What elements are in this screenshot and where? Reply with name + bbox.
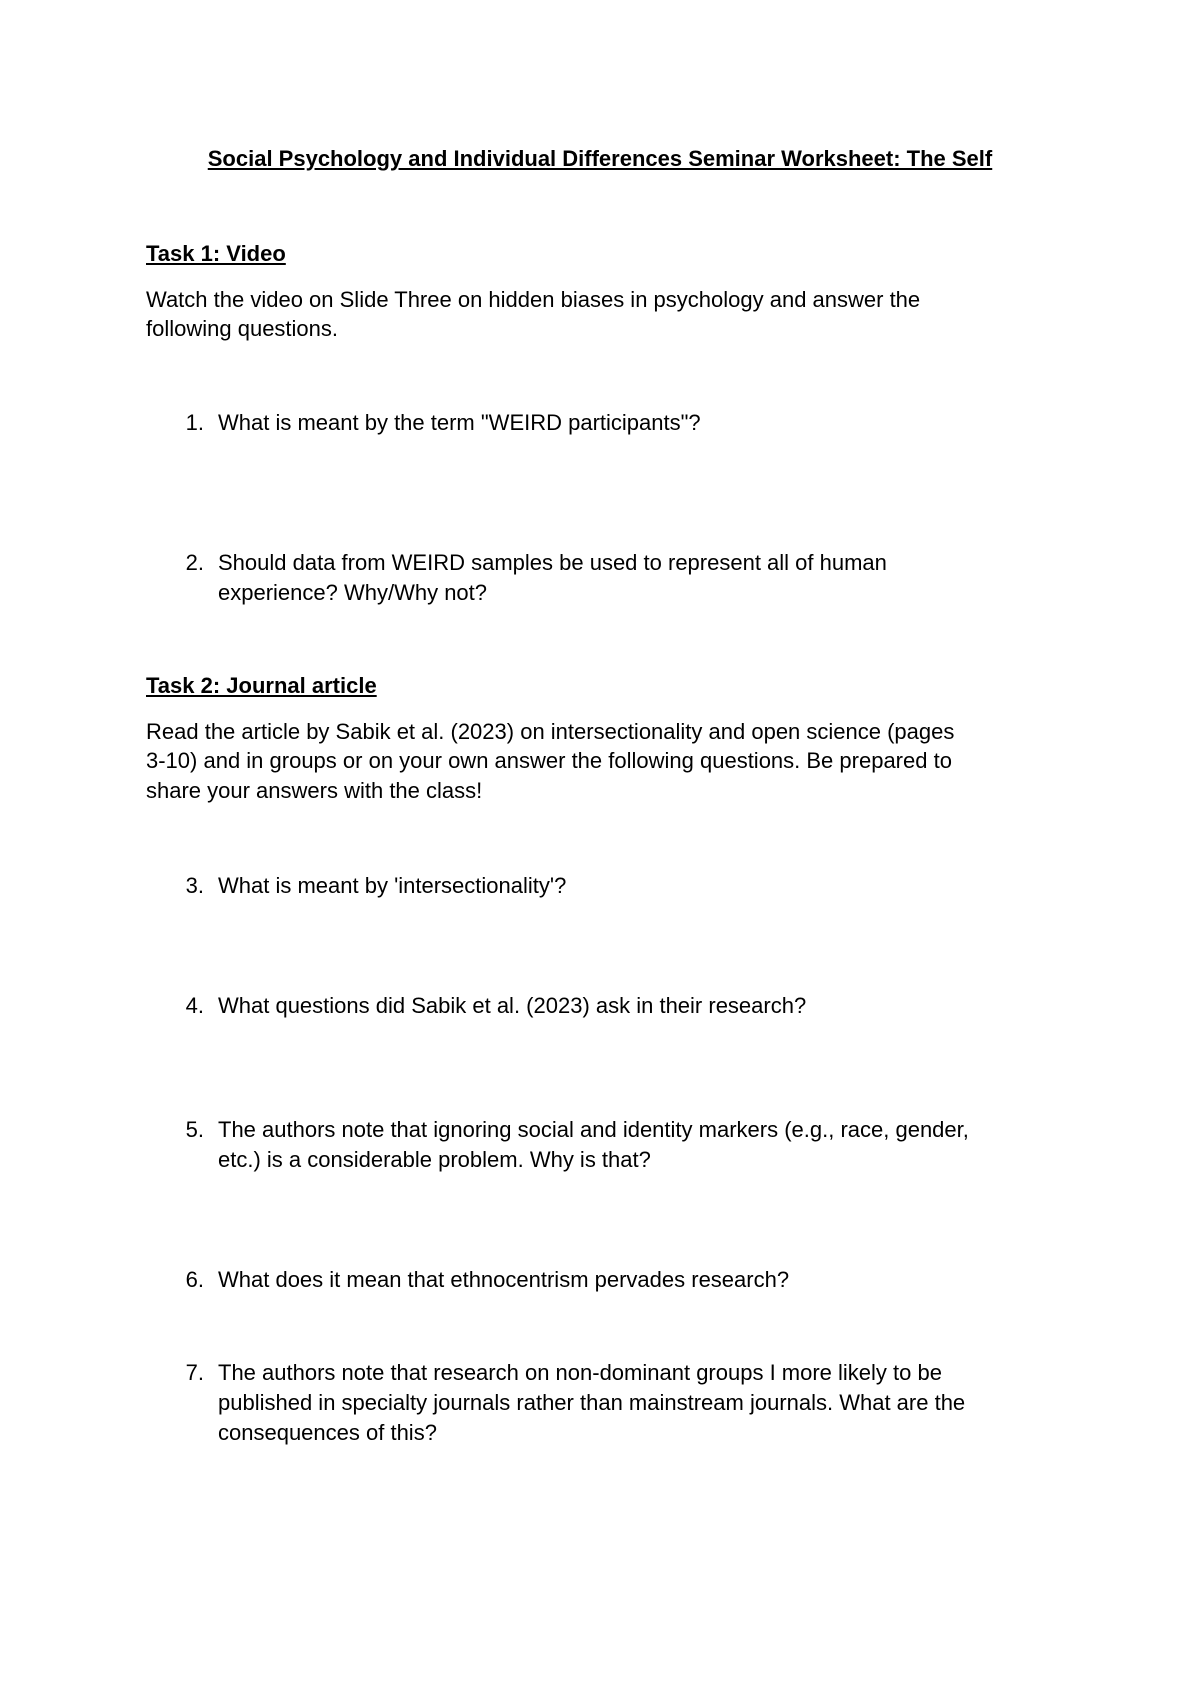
question-text: consequences of this? xyxy=(218,1420,437,1445)
task1-instruction-line-2: following questions. xyxy=(146,316,339,341)
question-text: What questions did Sabik et al. (2023) ask in their research? xyxy=(218,993,807,1018)
question-number: 7. xyxy=(185,1360,204,1385)
question-text: Should data from WEIRD samples be used to represent all of human xyxy=(218,550,887,575)
task2-instruction-line-2: 3-10) and in groups or on your own answer the following questions. Be prepared to xyxy=(146,748,952,773)
question-text: published in specialty journals rather than mainstream journals. What are the xyxy=(218,1390,966,1415)
task2-instruction-line-1: Read the article by Sabik et al. (2023) on intersectionality and open science (pages xyxy=(146,719,955,744)
task1-instruction-line-1: Watch the video on Slide Three on hidden biases in psychology and answer the xyxy=(146,287,921,312)
page-title: Social Psychology and Individual Differences Seminar Worksheet: The Self xyxy=(207,146,993,171)
question-text: What is meant by 'intersectionality'? xyxy=(218,873,567,898)
question-number: 5. xyxy=(185,1117,204,1142)
question-number: 1. xyxy=(185,410,204,435)
task1-heading: Task 1: Video xyxy=(146,241,286,266)
question-text: etc.) is a considerable problem. Why is that? xyxy=(218,1147,651,1172)
question-number: 6. xyxy=(185,1267,204,1292)
question-text: experience? Why/Why not? xyxy=(218,580,488,605)
question-text: The authors note that ignoring social and identity markers (e.g., race, gender, xyxy=(218,1117,969,1142)
question-number: 2. xyxy=(185,550,204,575)
question-text: What is meant by the term "WEIRD participants"? xyxy=(218,410,701,435)
question-number: 3. xyxy=(185,873,204,898)
question-text: The authors note that research on non-dominant groups I more likely to be xyxy=(218,1360,942,1385)
question-number: 4. xyxy=(185,993,204,1018)
question-text: What does it mean that ethnocentrism pervades research? xyxy=(218,1267,790,1292)
task2-heading: Task 2: Journal article xyxy=(146,673,377,698)
task2-instruction-line-3: share your answers with the class! xyxy=(146,778,483,803)
